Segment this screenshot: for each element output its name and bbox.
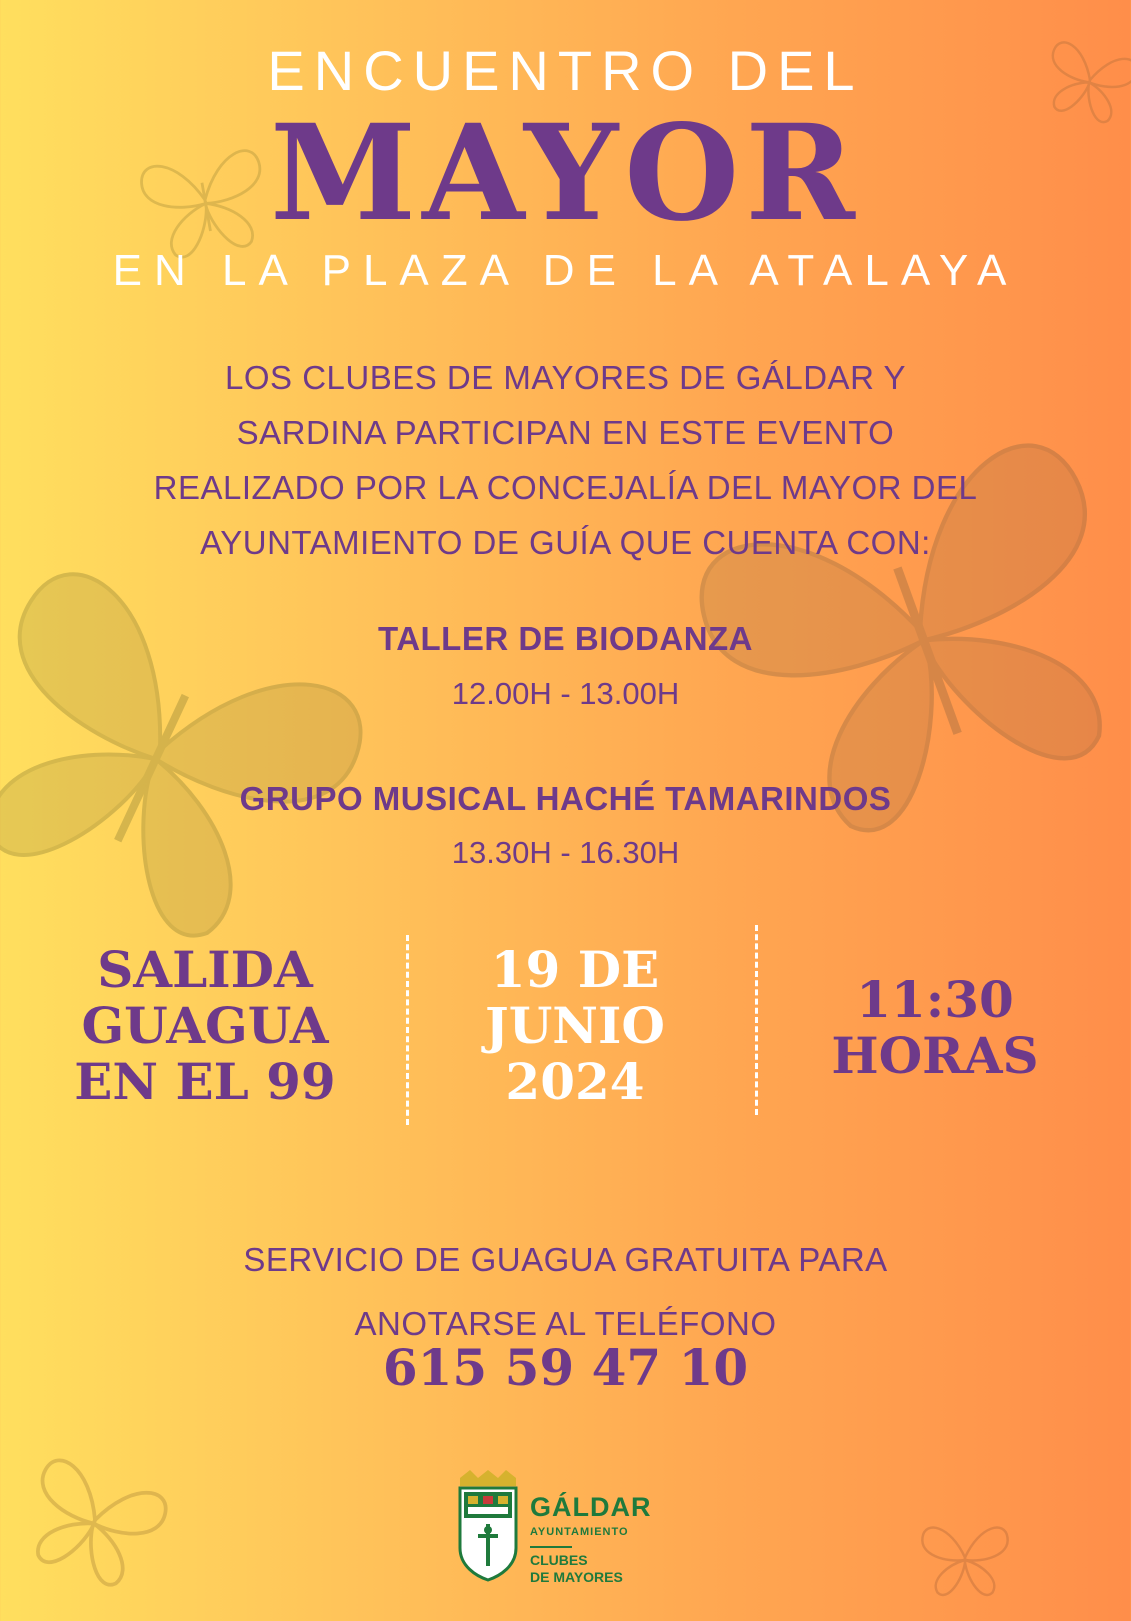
date-line: 19 DE	[490, 940, 660, 999]
activity-1-title: TALLER DE BIODANZA	[377, 620, 754, 657]
bus-departure-info	[40, 942, 370, 1110]
title-main: MAYOR	[270, 96, 861, 251]
time-line: 11:30	[856, 970, 1014, 1029]
bus-service-text	[0, 1228, 1131, 1356]
bus-line: SALIDA	[97, 940, 313, 999]
event-date	[405, 942, 745, 1110]
galdar-logo	[456, 1470, 686, 1588]
logo-clubes-line: CLUBES	[530, 1552, 588, 1568]
activity-2-time: 13.30H - 16.30H	[451, 835, 680, 870]
phone-number: 615 59 47 10	[382, 1338, 749, 1397]
logo-clubes-line: DE MAYORES	[530, 1569, 623, 1585]
butterfly-icon-bottom-right	[905, 1515, 1025, 1600]
butterfly-icon-bottom-left	[0, 1419, 193, 1621]
description-line: LOS CLUBES DE MAYORES DE GÁLDAR Y	[225, 359, 906, 396]
activity-1-time: 12.00H - 13.00H	[451, 676, 680, 711]
logo-divider	[530, 1546, 572, 1548]
description-line: REALIZADO POR LA CONCEJALÍA DEL MAYOR DEL	[153, 469, 978, 506]
date-line: 2024	[505, 1052, 645, 1111]
title-line-3: EN LA PLAZA DE LA ATALAYA	[112, 246, 1019, 295]
time-line: HORAS	[831, 1026, 1039, 1085]
service-line: ANOTARSE AL TELÉFONO	[354, 1305, 777, 1342]
divider-dashed	[755, 925, 758, 1115]
date-line: JUNIO	[485, 996, 665, 1055]
logo-subtitle: AYUNTAMIENTO	[530, 1526, 629, 1538]
bus-line: EN EL 99	[74, 1052, 336, 1111]
title-line-1: ENCUENTRO DEL	[267, 39, 864, 102]
description	[0, 350, 1131, 570]
event-time	[770, 972, 1100, 1084]
description-line: AYUNTAMIENTO DE GUÍA QUE CUENTA CON:	[200, 524, 931, 561]
butterfly-icon-left-large	[0, 493, 422, 1006]
description-line: SARDINA PARTICIPAN EN ESTE EVENTO	[236, 414, 895, 451]
activity-2-title: GRUPO MUSICAL HACHÉ TAMARINDOS	[239, 780, 892, 817]
bus-line: GUAGUA	[81, 996, 329, 1055]
logo-name: GÁLDAR	[530, 1492, 652, 1522]
galdar-shield-icon	[456, 1470, 520, 1582]
service-line: SERVICIO DE GUAGUA GRATUITA PARA	[243, 1241, 888, 1278]
logo-clubes	[530, 1552, 623, 1586]
